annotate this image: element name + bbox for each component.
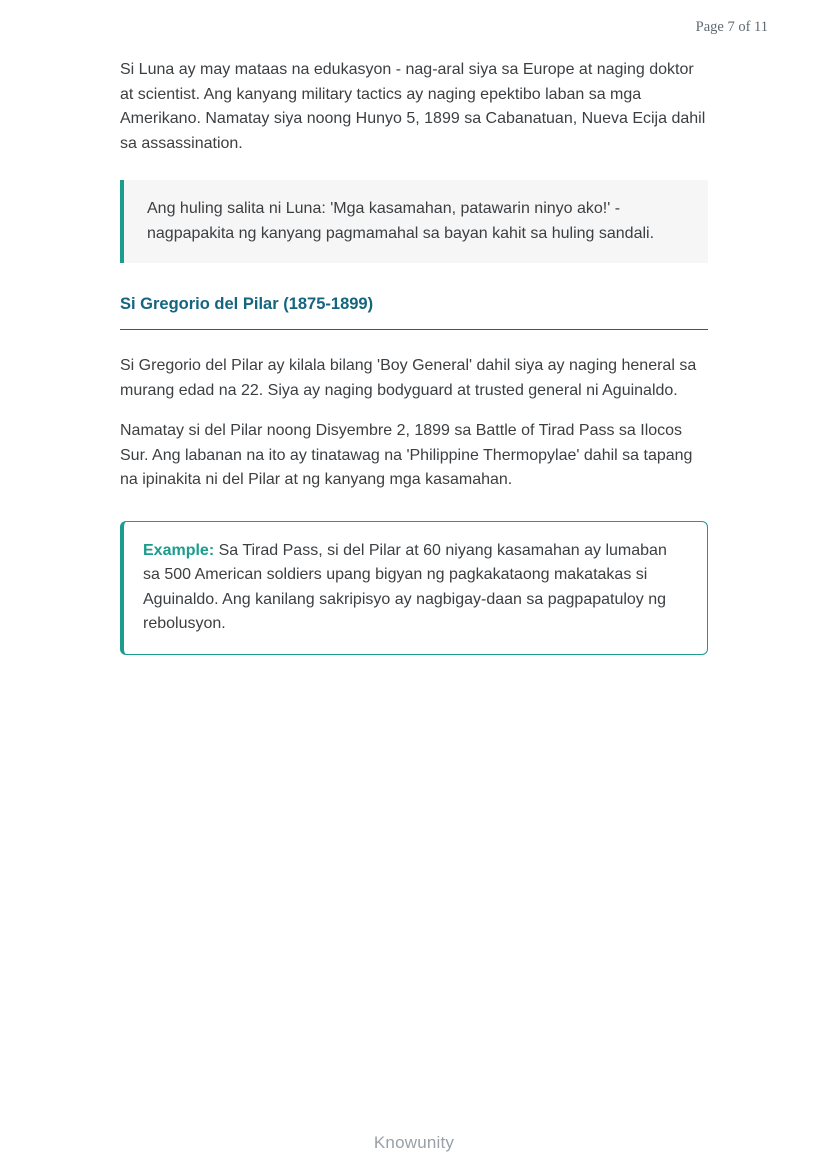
paragraph-boy-general: Si Gregorio del Pilar ay kilala bilang 'Boy General' dahil siya ay naging heneral sa murang edad na 22. Siya ay naging bodyguard at trusted general ni Aguinaldo. <box>120 357 697 399</box>
page-footer <box>0 1133 828 1153</box>
heading-divider <box>120 329 708 330</box>
page-content <box>120 58 708 655</box>
section-heading-gregorio-del-pilar: Si Gregorio del Pilar (1875-1899) <box>120 295 374 313</box>
example-callout <box>120 521 708 655</box>
brand-footer: Knowunity <box>373 1133 455 1152</box>
page-indicator: Page 7 of 11 <box>695 19 768 35</box>
quote-callout: Ang huling salita ni Luna: 'Mga kasamahan, patawarin ninyo ako!' - nagpapakita ng kanyang pagmamahal sa bayan kahit sa huling sandali. <box>120 180 708 263</box>
paragraph-tirad-pass: Namatay si del Pilar noong Disyembre 2, 1899 sa Battle of Tirad Pass sa Ilocos Sur. Ang labanan na ito ay tinatawag na 'Philippine Thermopylae' dahil sa tapang na ipinakita ni del Pilar at ng kanyang mga kasamahan. <box>120 422 693 488</box>
example-label: Example: <box>143 541 215 559</box>
example-text: Sa Tirad Pass, si del Pilar at 60 niyang kasamahan ay lumaban sa 500 American soldiers upang bigyan ng pagkakataong makatakas si Aguinaldo. Ang kanilang sakripisyo ay nagbigay-daan sa pagpapatuloy ng rebolusyon. <box>143 541 667 632</box>
paragraph-luna-education: Si Luna ay may mataas na edukasyon - nag-aral siya sa Europe at naging doktor at scientist. Ang kanyang military tactics ay naging epektibo laban sa mga Amerikano. Namatay siya noong Hunyo 5, 1899 sa Cabanatuan, Nueva Ecija dahil sa assassination. <box>120 61 706 152</box>
